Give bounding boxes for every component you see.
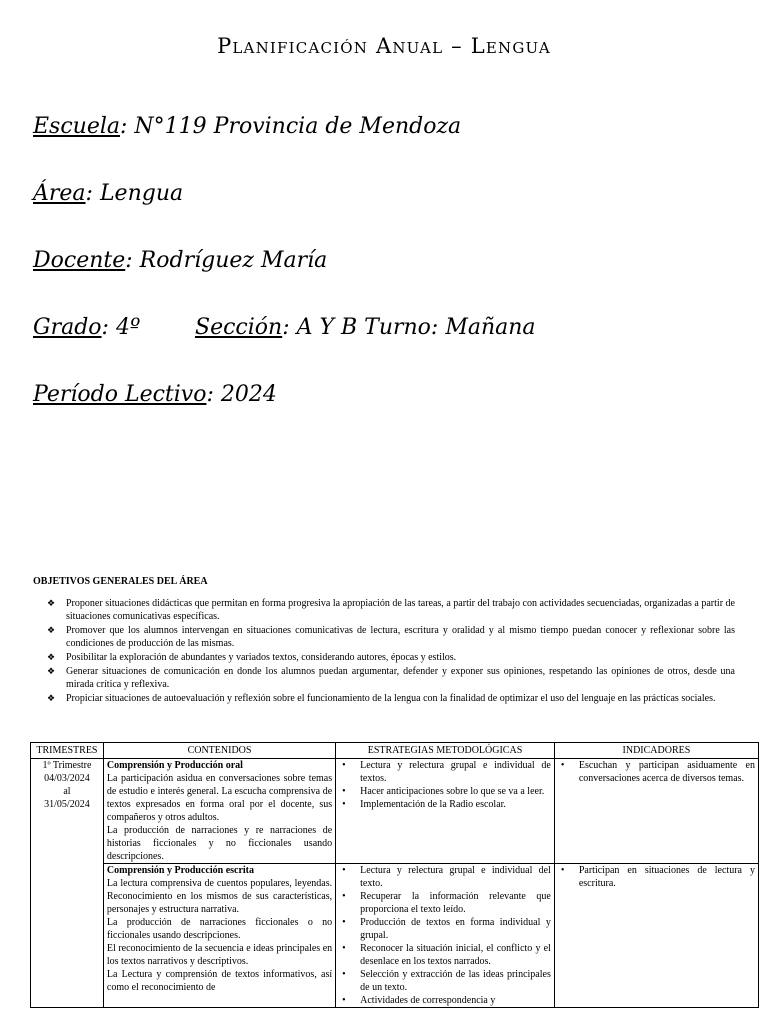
objetivo-text: Promover que los alumnos intervengan en situaciones comunicativas de lectura, escritura y oralidad y al mismo tiempo puedan conocer y reflexionar sobre las condiciones de producción de las mismas.: [66, 625, 735, 649]
objetivo-text: Proponer situaciones didácticas que permitan en forma progresiva la apropiación de las tareas, a partir del trabajo con actividades secuenciadas, organizadas a partir de situaciones comunicativas específicas.: [66, 598, 735, 622]
diamond-bullet-icon: ❖: [47, 625, 56, 635]
seccion-group: [195, 315, 536, 340]
header-contenidos: CONTENIDOS: [103, 743, 335, 759]
estrategia-item: • Lectura y relectura grupal e individual de textos.: [339, 759, 551, 785]
area-label: Área: [33, 181, 86, 206]
trimestre-start: 04/03/2024: [44, 773, 90, 784]
indicador-item: • Escuchan y participan asiduamente en conversaciones acerca de diversos temas.: [558, 759, 755, 785]
seccion-label: Sección: [195, 315, 283, 340]
contenido-paragraph: La producción de narraciones ficcionales o no ficcionales usando descripciones.: [106, 917, 333, 941]
objetivo-item: [47, 692, 735, 705]
escuela-value: : N°119 Provincia de Mendoza: [120, 114, 462, 139]
periodo-line: [33, 382, 277, 407]
grado-line: [33, 315, 536, 340]
area-line: [33, 181, 183, 206]
table-row: [31, 864, 759, 1008]
docente-line: [33, 248, 327, 273]
header-indicadores: INDICADORES: [554, 743, 758, 759]
estrategia-item: • Recuperar la información relevante que proporciona el texto leído.: [339, 890, 551, 916]
diamond-bullet-icon: ❖: [47, 666, 56, 676]
objetivo-item: [47, 651, 735, 664]
diamond-bullet-icon: ❖: [47, 693, 56, 703]
contenido-paragraph: La participación asidua en conversaciones sobre temas de estudio e interés general. La escucha comprensiva de textos expresados en forma oral por el docente, sus compañeros y otros adultos.: [106, 773, 333, 823]
indicadores-cell: [554, 864, 758, 1008]
objetivos-list: [47, 597, 735, 706]
grado-label: Grado: [33, 315, 102, 340]
indicador-item: • Participan en situaciones de lectura y escritura.: [558, 864, 755, 890]
escuela-label: Escuela: [33, 114, 121, 139]
trimestre-end: 31/05/2024: [44, 799, 90, 810]
planificacion-table: [30, 742, 759, 1008]
objetivo-text: Posibilitar la exploración de abundantes y variados textos, considerando autores, épocas y estilos.: [66, 652, 457, 663]
trimestre-al: al: [63, 786, 71, 797]
estrategias-cell: [336, 864, 555, 1008]
estrategias-cell: [336, 759, 555, 864]
diamond-bullet-icon: ❖: [47, 652, 56, 662]
estrategia-item: • Actividades de correspondencia y: [339, 994, 551, 1007]
area-value: : Lengua: [85, 181, 184, 206]
docente-label: Docente: [33, 248, 126, 273]
periodo-label: Período Lectivo: [33, 382, 207, 407]
page-title: Planificación Anual – Lengua: [217, 34, 551, 58]
estrategia-item: • Selección y extracción de las ideas principales de un texto.: [339, 968, 551, 994]
contenido-paragraph: La Lectura y comprensión de textos informativos, así como el reconocimiento de: [106, 969, 333, 993]
trimestre-cell: [31, 759, 104, 1008]
contenido-cell: [103, 759, 335, 864]
objetivo-item: [47, 597, 735, 623]
indicadores-cell: [554, 759, 758, 864]
contenido-title: Comprensión y Producción oral: [106, 760, 243, 771]
trimestre-name: 1º Trimestre: [42, 760, 92, 771]
header-trimestres: TRIMESTRES: [31, 743, 104, 759]
escuela-line: [33, 114, 461, 139]
contenido-title: Comprensión y Producción escrita: [106, 865, 255, 876]
objetivo-item: [47, 624, 735, 650]
objetivo-item: [47, 665, 735, 691]
table-header-row: [31, 743, 759, 759]
periodo-value: : 2024: [206, 382, 277, 407]
objetivos-heading: OBJETIVOS GENERALES DEL ÁREA: [33, 576, 208, 587]
contenido-paragraph: El reconocimiento de la secuencia e ideas principales en los textos narrativos y descriptivos.: [106, 943, 333, 967]
diamond-bullet-icon: ❖: [47, 598, 56, 608]
estrategia-item: • Hacer anticipaciones sobre lo que se va a leer.: [339, 785, 551, 798]
objetivo-text: Generar situaciones de comunicación en donde los alumnos puedan argumentar, defender y exponer sus opiniones, respetando las opiniones de otros, desde una mirada crítica y reflexiva.: [66, 666, 735, 690]
seccion-value: : A Y B Turno: Mañana: [282, 315, 536, 340]
docente-value: : Rodríguez María: [125, 248, 328, 273]
estrategia-item: • Implementación de la Radio escolar.: [339, 798, 551, 811]
header-estrategias: ESTRATEGIAS METODOLÓGICAS: [336, 743, 555, 759]
estrategia-item: • Lectura y relectura grupal e individual del texto.: [339, 864, 551, 890]
estrategia-item: • Reconocer la situación inicial, el conflicto y el desenlace en los textos narrados.: [339, 942, 551, 968]
estrategia-item: • Producción de textos en forma individual y grupal.: [339, 916, 551, 942]
table-row: [31, 759, 759, 864]
contenido-paragraph: La lectura comprensiva de cuentos populares, leyendas. Reconocimiento en los mismos de sus características, personajes y estructura narrativa.: [106, 878, 333, 915]
contenido-paragraph: La producción de narraciones y re narraciones de historias ficcionales y no ficcionales usando descripciones.: [106, 825, 333, 862]
objetivo-text: Propiciar situaciones de autoevaluación y reflexión sobre el funcionamiento de la lengua con la finalidad de optimizar el uso del lenguaje en las prácticas sociales.: [66, 693, 716, 704]
contenido-cell: [103, 864, 335, 1008]
grado-value: : 4º: [101, 315, 141, 340]
